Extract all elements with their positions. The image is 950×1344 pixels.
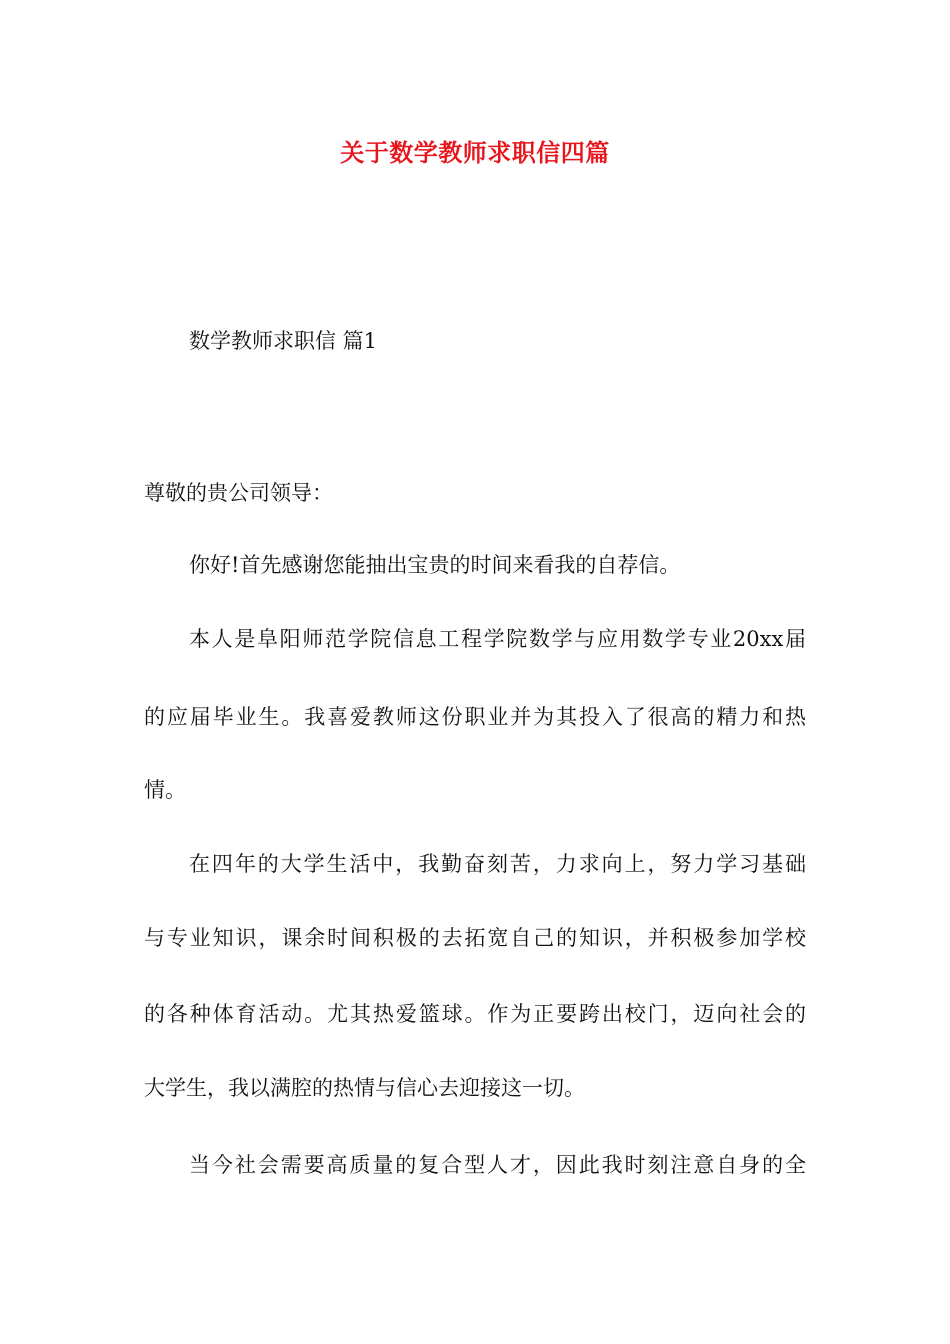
paragraph-line: 的应届毕业生。我喜爱教师这份职业并为其投入了很高的精力和热 [144,705,806,729]
paragraph-line: 当今社会需要高质量的复合型人才，因此我时刻注意自身的全 [189,1153,806,1177]
section-heading: 数学教师求职信 篇1 [189,329,378,353]
paragraph-line: 大学生，我以满腔的热情与信心去迎接这一切。 [144,1076,585,1100]
paragraph-line: 你好!首先感谢您能抽出宝贵的时间来看我的自荐信。 [189,553,681,577]
salutation-line: 尊敬的贵公司领导： [144,481,333,505]
paragraph-line: 在四年的大学生活中，我勤奋刻苦，力求向上，努力学习基础 [189,852,806,876]
paragraph-line: 的各种体育活动。尤其热爱篮球。作为正要跨出校门，迈向社会的 [144,1002,806,1026]
paragraph-line: 与专业知识，课余时间积极的去拓宽自己的知识，并积极参加学校 [144,926,806,950]
paragraph-line: 本人是阜阳师范学院信息工程学院数学与应用数学专业20xx届 [189,627,806,651]
document-title: 关于数学教师求职信四篇 [340,138,610,167]
paragraph-line: 情。 [144,778,186,802]
